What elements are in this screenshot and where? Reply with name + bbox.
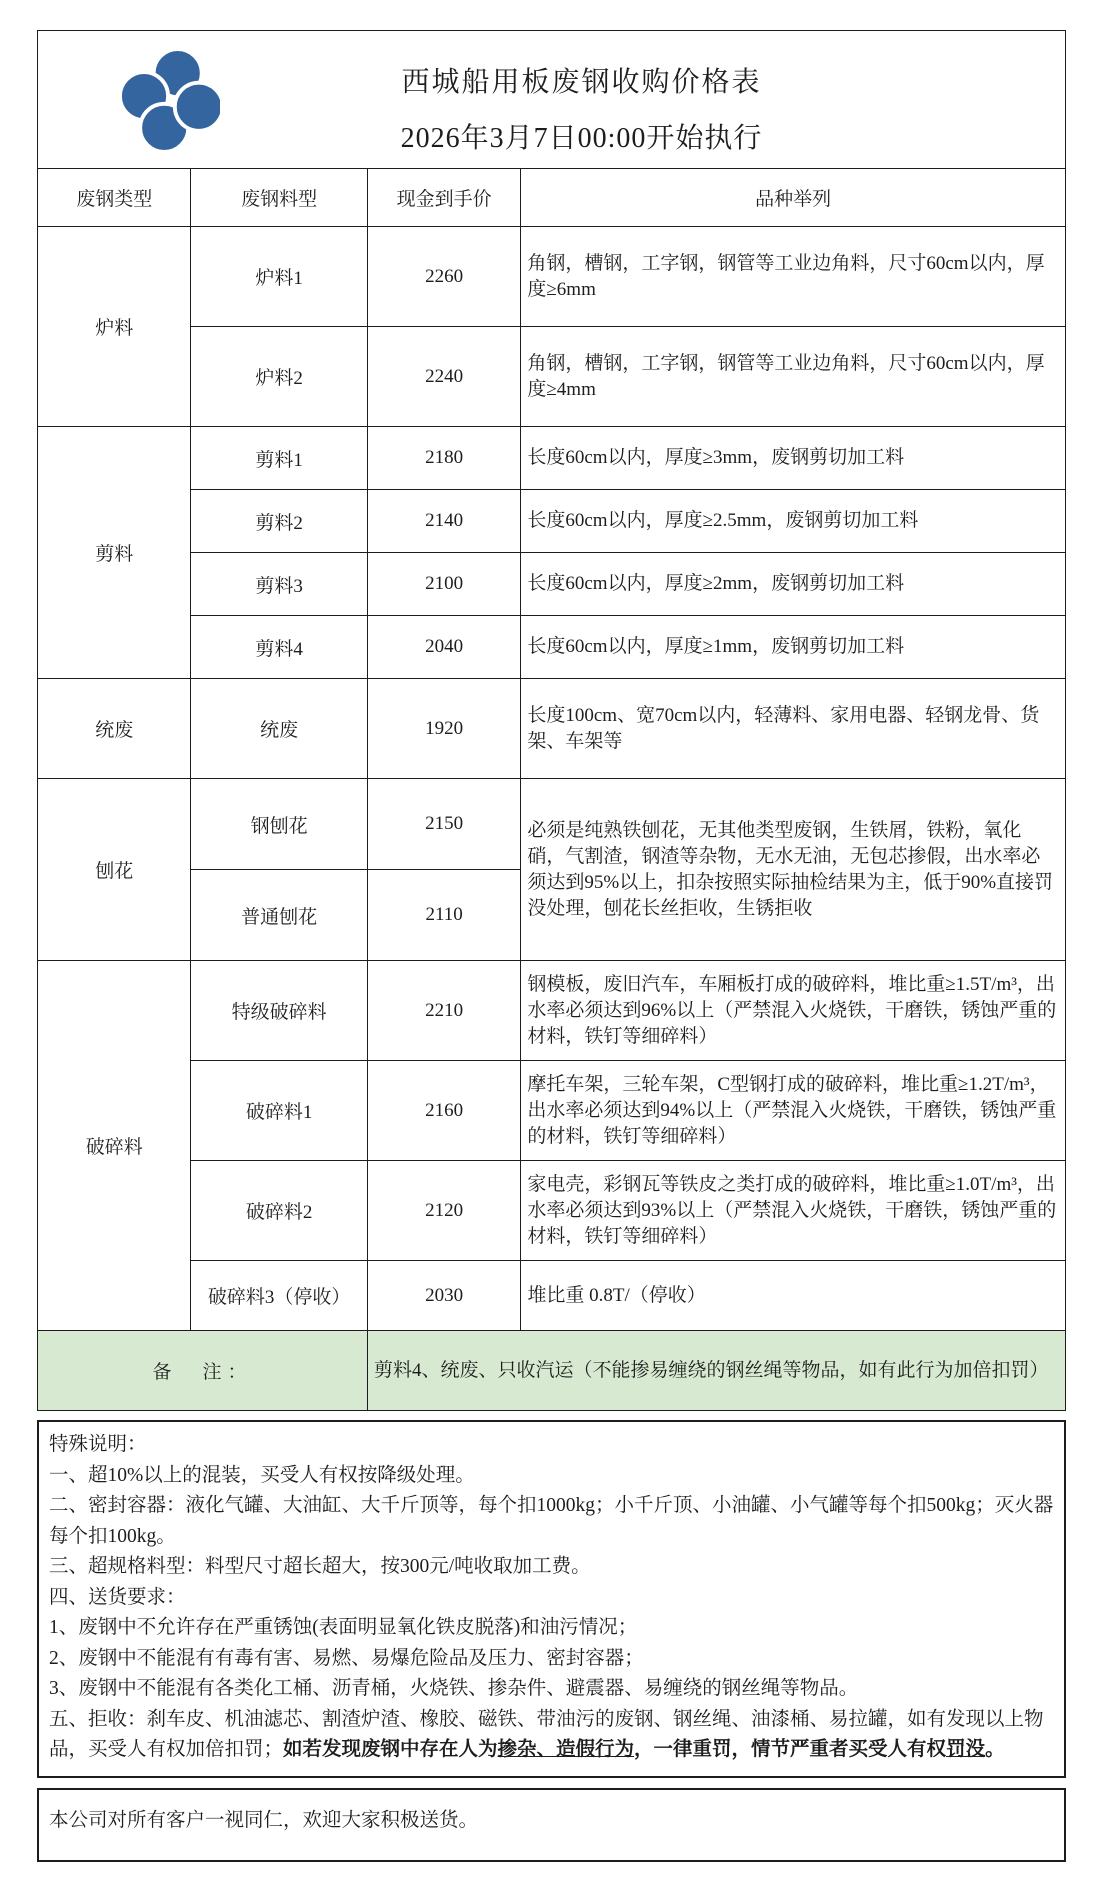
table-row — [38, 327, 1066, 427]
note-line: 二、密封容器：液化气罐、大油缸、大千斤顶等，每个扣1000kg；小千斤顶、小油罐、小气罐等每个扣500kg；灭火器每个扣100kg。 — [49, 1495, 1054, 1547]
table-row — [38, 490, 1066, 553]
note-line: 四、送货要求： — [49, 1586, 186, 1608]
note-line: 2、废钢中不能混有有毒有害、易燃、易爆危险品及压力、密封容器； — [49, 1647, 644, 1669]
note-line: 一、超10%以上的混装，买受人有权按降级处理。 — [49, 1464, 475, 1486]
table-row — [38, 1061, 1066, 1161]
column-header-material: 废钢料型 — [191, 169, 368, 227]
price-table — [37, 30, 1066, 1411]
footer-box — [37, 1788, 1066, 1862]
note-line: 3、废钢中不能混有各类化工桶、沥青桶，火烧铁、掺杂件、避震器、易缠绕的钢丝绳等物品。 — [49, 1678, 859, 1699]
table-row — [38, 616, 1066, 679]
material-cell: 普通刨花 — [191, 870, 368, 961]
column-header-examples: 品种举列 — [521, 169, 1066, 227]
table-row — [38, 1161, 1066, 1261]
column-header-price: 现金到手价 — [367, 169, 520, 227]
table-row — [38, 427, 1066, 490]
price-cell: 2160 — [367, 1061, 520, 1161]
desc-cell: 长度60cm以内，厚度≥1mm，废钢剪切加工料 — [521, 616, 1066, 679]
desc-cell: 长度60cm以内，厚度≥2mm，废钢剪切加工料 — [521, 553, 1066, 616]
rejection-bold-text: ，一律重罚，情节严重者买受人有权 — [634, 1739, 947, 1760]
table-row — [38, 227, 1066, 327]
material-cell: 炉料1 — [191, 227, 368, 327]
material-cell: 剪料3 — [191, 553, 368, 616]
desc-cell: 长度60cm以内，厚度≥3mm，废钢剪切加工料 — [521, 427, 1066, 490]
table-header-row — [38, 169, 1066, 227]
material-cell: 破碎料2 — [191, 1161, 368, 1261]
rejection-bold-text: 。 — [985, 1739, 1005, 1760]
table-row — [38, 961, 1066, 1061]
price-sheet — [37, 0, 1066, 1862]
remark-row — [38, 1331, 1066, 1411]
table-row — [38, 779, 1066, 870]
price-cell: 2210 — [367, 961, 520, 1061]
desc-cell: 钢模板，废旧汽车，车厢板打成的破碎料，堆比重≥1.5T/m³，出水率必须达到96%以上（严禁混入火烧铁，干磨铁，锈蚀严重的材料，铁钉等细碎料） — [521, 961, 1066, 1061]
material-cell: 特级破碎料 — [191, 961, 368, 1061]
footer-text: 本公司对所有客户一视同仁，欢迎大家积极送货。 — [49, 1809, 479, 1831]
remark-text: 剪料4、统废、只收汽运（不能掺易缠绕的钢丝绳等物品，如有此行为加倍扣罚） — [367, 1331, 1065, 1411]
category-cell: 剪料 — [38, 427, 191, 679]
material-cell: 剪料1 — [191, 427, 368, 490]
material-cell: 破碎料3（停收） — [191, 1261, 368, 1331]
table-row — [38, 1261, 1066, 1331]
effective-date: 2026年3月7日00:00开始执行 — [400, 122, 763, 154]
price-cell: 2120 — [367, 1161, 520, 1261]
desc-cell: 角钢，槽钢，工字钢，钢管等工业边角料，尺寸60cm以内，厚度≥6mm — [521, 227, 1066, 327]
desc-cell: 长度60cm以内，厚度≥2.5mm，废钢剪切加工料 — [521, 490, 1066, 553]
table-row — [38, 553, 1066, 616]
price-cell: 2030 — [367, 1261, 520, 1331]
desc-cell: 角钢，槽钢，工字钢，钢管等工业边角料，尺寸60cm以内，厚度≥4mm — [521, 327, 1066, 427]
note-line: 三、超规格料型：料型尺寸超长超大，按300元/吨收取加工费。 — [49, 1556, 591, 1577]
note-line: 1、废钢中不允许存在严重锈蚀(表面明显氧化铁皮脱落)和油污情况； — [49, 1617, 638, 1638]
rejection-line — [49, 1705, 1054, 1766]
material-cell: 破碎料1 — [191, 1061, 368, 1161]
material-cell: 钢刨花 — [191, 779, 368, 870]
price-cell: 2180 — [367, 427, 520, 490]
material-cell: 剪料4 — [191, 616, 368, 679]
price-cell: 1920 — [367, 679, 520, 779]
category-cell: 破碎料 — [38, 961, 191, 1331]
price-cell: 2100 — [367, 553, 520, 616]
page-title: 西城船用板废钢收购价格表 — [401, 66, 762, 98]
desc-cell: 摩托车架，三轮车架，C型钢打成的破碎料，堆比重≥1.2T/m³，出水率必须达到94%以上（严禁混入火烧铁，干磨铁，锈蚀严重的材料，铁钉等细碎料） — [521, 1061, 1066, 1161]
rejection-prefix: 五、拒收：刹车皮、机油滤芯、割渣炉渣、橡胶、磁铁、带油污的废钢、钢丝绳、油漆桶、易拉罐，如有发现以上物品，买受人有权加倍扣罚； — [49, 1708, 1044, 1760]
material-cell: 剪料2 — [191, 490, 368, 553]
desc-cell: 堆比重 0.8T/（停收） — [521, 1261, 1066, 1331]
desc-cell: 必须是纯熟铁刨花，无其他类型废钢，生铁屑，铁粉，氧化硝，气割渣，钢渣等杂物，无水无油，无包芯掺假，出水率必须达到95%以上，扣杂按照实际抽检结果为主，低于90%直接罚没处理，刨花长丝拒收，生锈拒收 — [521, 779, 1066, 961]
banner-titles — [401, 44, 763, 156]
company-logo-icon — [120, 47, 220, 153]
price-cell: 2110 — [367, 870, 520, 961]
price-cell: 2150 — [367, 779, 520, 870]
table-row — [38, 679, 1066, 779]
special-notes-box — [37, 1420, 1066, 1778]
price-cell: 2240 — [367, 327, 520, 427]
rejection-bold-text: 如若发现废钢中存在人为 — [283, 1739, 498, 1760]
special-notes-title: 特殊说明： — [49, 1434, 147, 1455]
column-header-type: 废钢类型 — [38, 169, 191, 227]
price-cell: 2140 — [367, 490, 520, 553]
material-cell: 统废 — [191, 679, 368, 779]
header-banner — [38, 31, 1066, 169]
desc-cell: 家电壳，彩钢瓦等铁皮之类打成的破碎料，堆比重≥1.0T/m³，出水率必须达到93%以上（严禁混入火烧铁，干磨铁，锈蚀严重的材料，铁钉等细碎料） — [521, 1161, 1066, 1261]
price-cell: 2260 — [367, 227, 520, 327]
desc-cell: 长度100cm、宽70cm以内，轻薄料、家用电器、轻钢龙骨、货架、车架等 — [521, 679, 1066, 779]
category-cell: 统废 — [38, 679, 191, 779]
price-cell: 2040 — [367, 616, 520, 679]
rejection-underlined-text: 罚没 — [946, 1739, 986, 1760]
category-cell: 刨花 — [38, 779, 191, 961]
rejection-underlined-text: 掺杂、造假行为 — [497, 1739, 635, 1760]
remark-label: 备 注： — [38, 1331, 368, 1411]
material-cell: 炉料2 — [191, 327, 368, 427]
category-cell: 炉料 — [38, 227, 191, 427]
